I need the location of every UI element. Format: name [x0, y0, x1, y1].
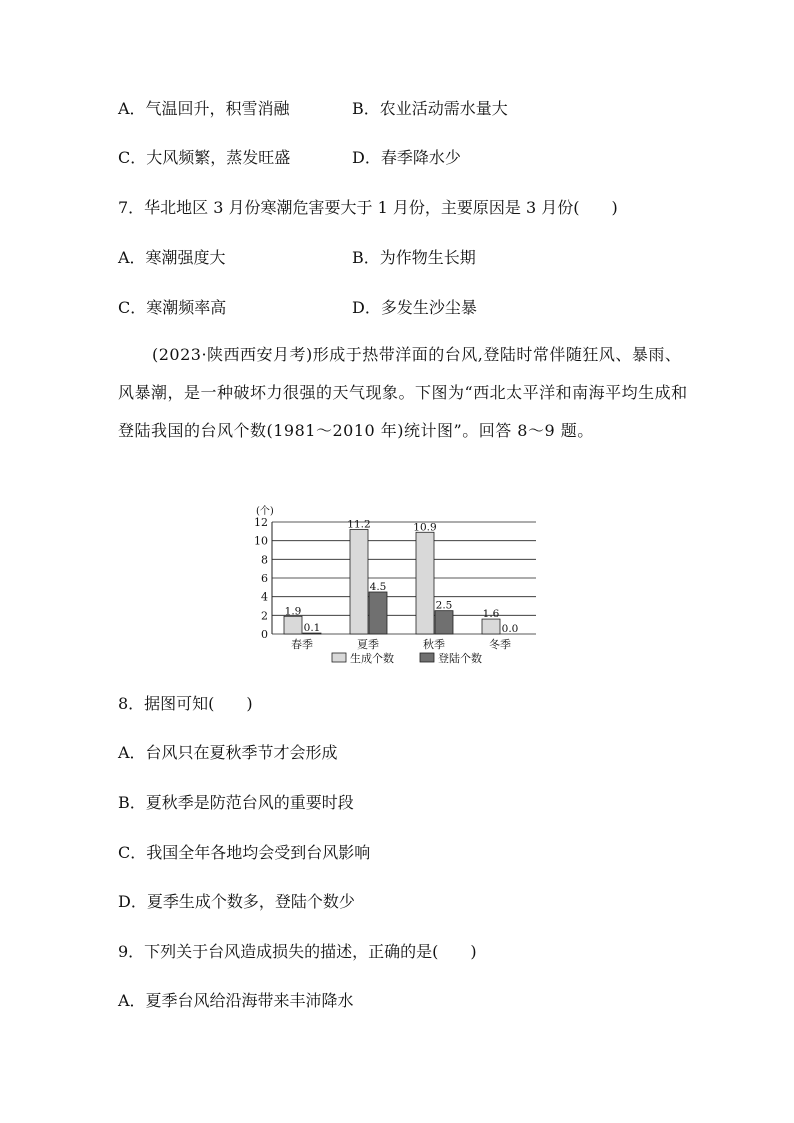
- y-tick-label: 0: [261, 628, 268, 641]
- y-tick-label: 6: [261, 572, 268, 585]
- y-tick-label: 2: [261, 609, 268, 623]
- bar-landed: [369, 592, 387, 634]
- bar-value-label: 1.9: [284, 605, 302, 618]
- bar-value-label: 2.5: [435, 599, 453, 612]
- bar-value-label: 10.9: [413, 521, 437, 534]
- chart-legend: [332, 651, 482, 665]
- bar-value-label: 1.6: [482, 608, 500, 621]
- passage: (2023·陕西西安月考)形成于热带洋面的台风,登陆时常伴随狂风、暴雨、风暴潮，是一种破坏力很强的天气现象。下图为“西北太平洋和南海平均生成和登陆我国的台风个数(1981～2010 年)统计图”。回答 8～9 题。: [118, 345, 688, 440]
- q7-option-d: D．多发生沙尘暴: [352, 298, 477, 317]
- x-tick-label: 冬季: [489, 638, 511, 651]
- q9-option-a: A．夏季台风给沿海带来丰沛降水: [118, 991, 354, 1010]
- typhoon-bar-chart: [248, 500, 548, 672]
- q7-stem: 7．华北地区 3 月份寒潮危害要大于 1 月份，主要原因是 3 月份( ): [118, 198, 618, 217]
- bar-value-label: 0.0: [501, 623, 519, 635]
- bar-value-label: 0.1: [303, 622, 321, 635]
- bar-generated: [350, 529, 368, 634]
- y-tick-label: 12: [254, 516, 268, 529]
- bar-value-label: 11.2: [347, 518, 371, 531]
- q6-option-d: D．春季降水少: [352, 148, 461, 167]
- q6-option-c: C．大风频繁，蒸发旺盛: [118, 148, 291, 167]
- x-tick-label: 春季: [291, 638, 313, 651]
- x-tick-label: 夏季: [357, 638, 379, 651]
- q7-option-a: A．寒潮强度大: [118, 248, 226, 267]
- bar-landed: [435, 611, 453, 634]
- legend-label: 登陆个数: [438, 652, 482, 665]
- y-tick-label: 10: [254, 534, 268, 548]
- x-tick-label: 秋季: [423, 638, 445, 651]
- bar-generated: [416, 532, 434, 634]
- q6-option-a: A．气温回升，积雪消融: [118, 99, 290, 118]
- q7-option-c: C．寒潮频率高: [118, 298, 227, 317]
- q8-stem: 8．据图可知( ): [118, 694, 253, 713]
- q8-option-d: D．夏季生成个数多，登陆个数少: [118, 892, 355, 911]
- y-tick-label: 8: [261, 553, 268, 567]
- q9-stem: 9．下列关于台风造成损失的描述，正确的是( ): [118, 942, 477, 961]
- y-unit-label: (个): [256, 506, 274, 517]
- legend-swatch: [420, 653, 434, 662]
- q8-option-a: A．台风只在夏秋季节才会形成: [118, 743, 338, 762]
- bar-generated: [482, 619, 500, 634]
- q8-option-c: C．我国全年各地均会受到台风影响: [118, 843, 371, 862]
- q8-option-b: B．夏秋季是防范台风的重要时段: [118, 793, 354, 812]
- y-tick-label: 4: [261, 590, 268, 604]
- q6-option-b: B．农业活动需水量大: [352, 99, 508, 118]
- chart-bars: [284, 529, 500, 634]
- bar-value-label: 4.5: [369, 581, 387, 593]
- legend-label: 生成个数: [350, 652, 394, 665]
- q7-option-b: B．为作物生长期: [352, 248, 476, 267]
- legend-swatch: [332, 653, 346, 662]
- bar-generated: [284, 616, 302, 634]
